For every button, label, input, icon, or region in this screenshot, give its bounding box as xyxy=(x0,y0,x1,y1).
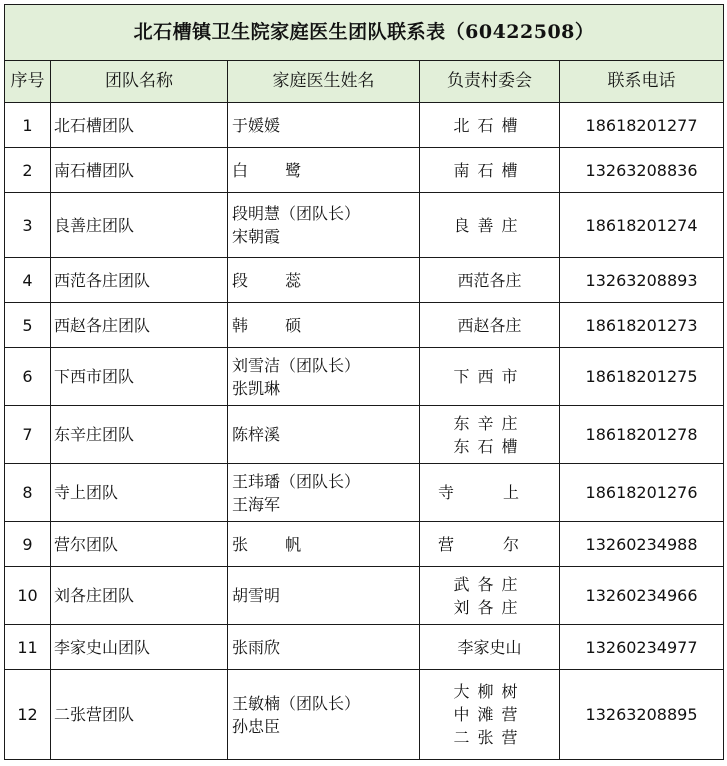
header-phone: 联系电话 xyxy=(560,61,724,103)
phone-number: 13260234977 xyxy=(560,625,724,670)
village-name: 李家史山 xyxy=(457,637,522,657)
row-number: 9 xyxy=(5,522,51,567)
table-row xyxy=(5,522,724,567)
village-name: 中滩营 xyxy=(453,705,526,724)
doctor-name: 宋朝霞 xyxy=(232,227,281,246)
team-name: 刘各庄团队 xyxy=(51,567,228,625)
villages xyxy=(420,670,560,760)
villages xyxy=(420,148,560,193)
doctor-names xyxy=(228,625,420,670)
phone-number: 18618201276 xyxy=(560,464,724,522)
doctor-name: 张凯琳 xyxy=(232,378,281,398)
header-doctor: 家庭医生姓名 xyxy=(228,61,420,103)
table-row xyxy=(5,303,724,348)
table-row xyxy=(5,348,724,406)
village-name: 大柳树 xyxy=(453,682,526,701)
row-number: 5 xyxy=(5,303,51,348)
team-name: 良善庄团队 xyxy=(51,193,228,258)
village-name: 西赵各庄 xyxy=(457,315,522,335)
phone-number: 13263208893 xyxy=(560,258,724,303)
doctor-name: 刘雪洁（团队长） xyxy=(232,355,361,375)
row-number: 4 xyxy=(5,258,51,303)
doctor-names xyxy=(228,148,420,193)
doctor-name: 韩 硕 xyxy=(232,315,318,335)
village-name: 寺 上 xyxy=(437,483,542,502)
village-name: 北石槽 xyxy=(453,115,526,135)
phone-number: 13263208836 xyxy=(560,148,724,193)
village-name: 二张营 xyxy=(453,728,526,747)
row-number: 6 xyxy=(5,348,51,406)
phone-number: 13260234966 xyxy=(560,567,724,625)
villages xyxy=(420,522,560,567)
contact-table xyxy=(4,4,724,760)
villages xyxy=(420,258,560,303)
row-number: 2 xyxy=(5,148,51,193)
villages xyxy=(420,103,560,148)
doctor-names xyxy=(228,406,420,464)
table-row xyxy=(5,258,724,303)
villages xyxy=(420,406,560,464)
doctor-names xyxy=(228,464,420,522)
row-number: 12 xyxy=(5,670,51,760)
doctor-names xyxy=(228,193,420,258)
villages xyxy=(420,625,560,670)
header-row xyxy=(5,61,724,103)
doctor-name: 段明慧（团队长） xyxy=(232,204,361,223)
team-name: 寺上团队 xyxy=(51,464,228,522)
phone-number: 13263208895 xyxy=(560,670,724,760)
doctor-name: 孙忠臣 xyxy=(232,716,281,736)
villages xyxy=(420,567,560,625)
row-number: 10 xyxy=(5,567,51,625)
doctor-names xyxy=(228,522,420,567)
doctor-name: 白 鹭 xyxy=(232,160,318,180)
doctor-name: 段 蕊 xyxy=(232,270,318,290)
team-name: 营尔团队 xyxy=(51,522,228,567)
table-row xyxy=(5,406,724,464)
doctor-name: 陈梓溪 xyxy=(232,425,281,444)
doctor-name: 王敏楠（团队长） xyxy=(232,693,361,713)
team-name: 西范各庄团队 xyxy=(51,258,228,303)
team-name: 二张营团队 xyxy=(51,670,228,760)
doctor-name: 胡雪明 xyxy=(232,586,281,605)
village-name: 西范各庄 xyxy=(457,270,522,290)
team-name: 北石槽团队 xyxy=(51,103,228,148)
phone-number: 18618201277 xyxy=(560,103,724,148)
doctor-names xyxy=(228,348,420,406)
doctor-name: 张 帆 xyxy=(232,534,318,554)
table-row xyxy=(5,464,724,522)
villages xyxy=(420,348,560,406)
header-team: 团队名称 xyxy=(51,61,228,103)
doctor-name: 王玮璠（团队长） xyxy=(232,471,361,491)
doctor-name: 于媛媛 xyxy=(232,115,281,135)
phone-number: 13260234988 xyxy=(560,522,724,567)
table-body xyxy=(5,103,724,760)
row-number: 11 xyxy=(5,625,51,670)
village-name: 东石槽 xyxy=(453,436,526,456)
villages xyxy=(420,193,560,258)
table-row xyxy=(5,148,724,193)
doctor-names xyxy=(228,670,420,760)
doctor-name: 张雨欣 xyxy=(232,637,281,657)
village-name: 下西市 xyxy=(453,367,526,386)
row-number: 1 xyxy=(5,103,51,148)
phone-number: 18618201274 xyxy=(560,193,724,258)
header-village: 负责村委会 xyxy=(420,61,560,103)
phone-number: 18618201273 xyxy=(560,303,724,348)
village-name: 东辛庄 xyxy=(453,413,526,433)
row-number: 8 xyxy=(5,464,51,522)
doctor-names xyxy=(228,567,420,625)
team-name: 下西市团队 xyxy=(51,348,228,406)
title-row xyxy=(5,5,724,61)
table-row xyxy=(5,193,724,258)
header-no: 序号 xyxy=(5,61,51,103)
village-name: 刘各庄 xyxy=(453,597,526,617)
table-title: 北石槽镇卫生院家庭医生团队联系表（60422508） xyxy=(5,5,724,61)
team-name: 东辛庄团队 xyxy=(51,406,228,464)
village-name: 良善庄 xyxy=(453,215,526,235)
row-number: 3 xyxy=(5,193,51,258)
table-row xyxy=(5,625,724,670)
village-name: 武各庄 xyxy=(453,574,526,594)
table-row xyxy=(5,670,724,760)
village-name: 南石槽 xyxy=(453,160,526,180)
team-name: 李家史山团队 xyxy=(51,625,228,670)
villages xyxy=(420,303,560,348)
phone-number: 18618201278 xyxy=(560,406,724,464)
doctor-names xyxy=(228,103,420,148)
villages xyxy=(420,464,560,522)
doctor-name: 王海军 xyxy=(232,494,281,514)
doctor-names xyxy=(228,258,420,303)
team-name: 西赵各庄团队 xyxy=(51,303,228,348)
team-name: 南石槽团队 xyxy=(51,148,228,193)
row-number: 7 xyxy=(5,406,51,464)
village-name: 营 尔 xyxy=(437,534,542,554)
phone-number: 18618201275 xyxy=(560,348,724,406)
table-row xyxy=(5,103,724,148)
doctor-names xyxy=(228,303,420,348)
table-row xyxy=(5,567,724,625)
